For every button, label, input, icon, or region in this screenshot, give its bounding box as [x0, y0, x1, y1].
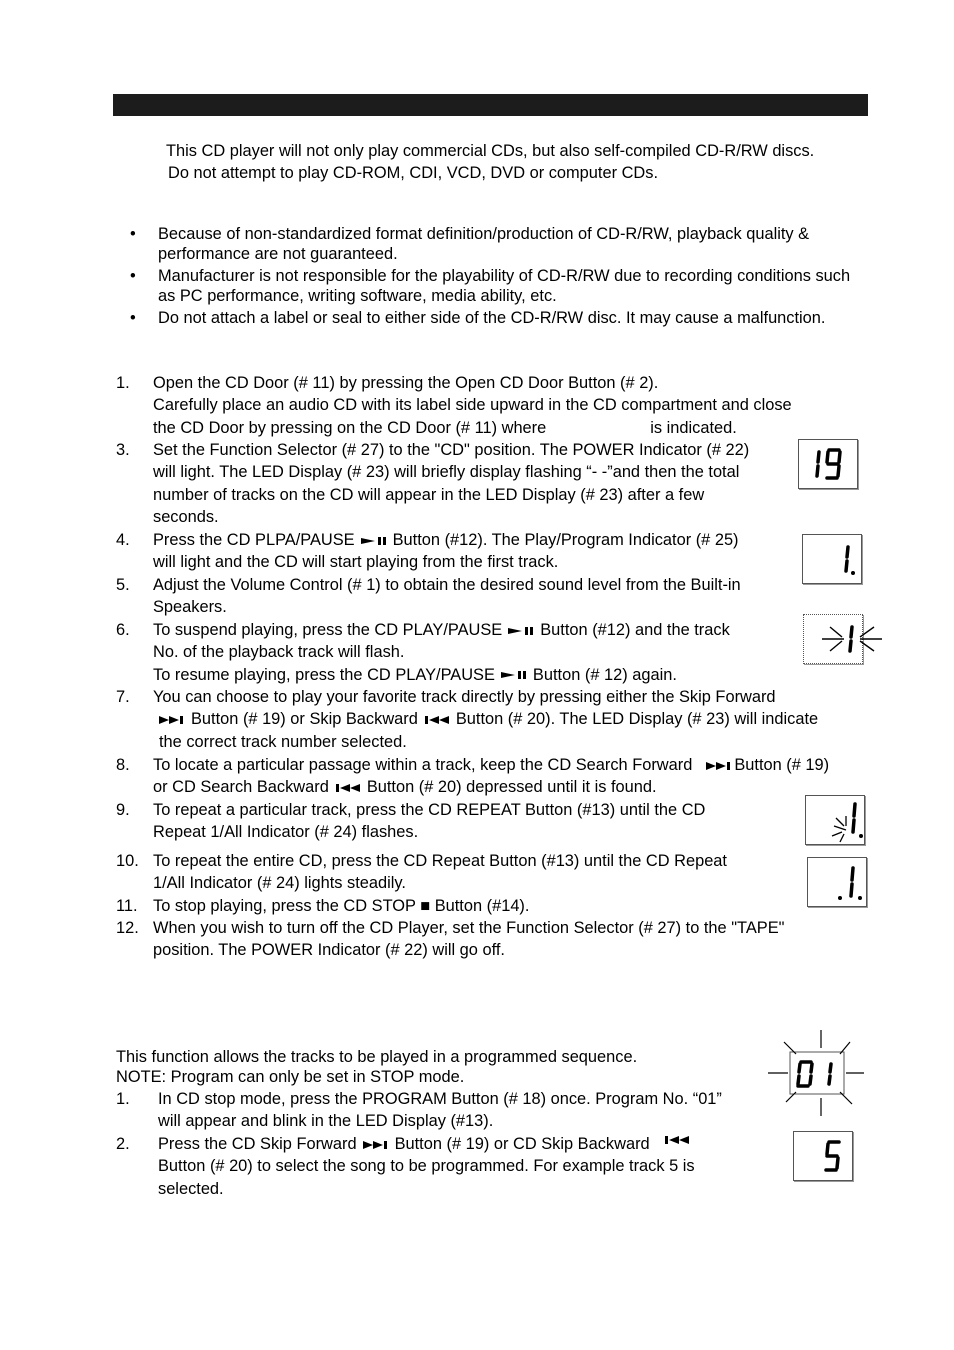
skip-forward-icon: [159, 715, 185, 725]
step-text: Button (# 19): [734, 756, 830, 774]
step-text: the correct track number selected.: [159, 732, 407, 751]
step-number: 4.: [116, 531, 130, 549]
skip-forward-icon: [363, 1140, 389, 1150]
led-display-track-total: [798, 439, 858, 489]
step-number: 11.: [116, 897, 138, 915]
step-text: You can choose to play your favorite track directly by pressing either the Skip Forward: [153, 688, 776, 706]
step-number: 1.: [116, 374, 130, 392]
step-text: Button (# 20) to select the song to be programmed. For example track 5 is: [158, 1157, 695, 1176]
intro-paragraph: [166, 140, 866, 185]
step-number: 7.: [116, 688, 130, 706]
step-text: To resume playing, press the CD PLAY/PAUSE: [153, 665, 495, 684]
list-item: • Manufacturer is not responsible for the playability of CD-R/RW due to recording conditions such as PC performance, writing software, media ability, etc.: [130, 266, 870, 306]
step-number: 3.: [116, 441, 130, 459]
list-item: • Because of non-standardized format definition/production of CD-R/RW, playback quality & performance are not guaranteed.: [130, 224, 870, 264]
step-number: 9.: [116, 801, 130, 819]
step-text: Repeat 1/All Indicator (# 24) flashes.: [153, 823, 419, 842]
step-text: Button (# 19) or Skip Backward: [191, 710, 418, 729]
program-intro-line-1: This function allows the tracks to be played in a programmed sequence.: [116, 1048, 638, 1066]
step-text: To suspend playing, press the CD PLAY/PAUSE: [153, 621, 503, 639]
step-number: 2.: [116, 1135, 130, 1153]
step-number: 5.: [116, 576, 130, 594]
section-header-bar: [113, 94, 868, 116]
step-text: No. of the playback track will flash.: [153, 643, 405, 662]
step-text: To repeat a particular track, press the CD REPEAT Button (#13) until the CD: [153, 801, 706, 819]
step-text: selected.: [158, 1179, 224, 1198]
step-text: Button (#12) and the track: [540, 621, 730, 639]
step-text: Set the Function Selector (# 27) to the "CD" position. The POWER Indicator (# 22): [153, 441, 750, 459]
step-text: Adjust the Volume Control (# 1) to obtain the desired sound level from the Built-in: [153, 576, 741, 594]
step-number: 12.: [116, 919, 139, 937]
led-display-track-pause: [803, 614, 863, 664]
play-pause-icon: [361, 536, 387, 546]
step-text: position. The POWER Indicator (# 22) will go off.: [153, 941, 505, 960]
step-text: Press the CD Skip Forward: [158, 1135, 357, 1153]
skip-backward-icon: [664, 1135, 690, 1145]
list-item: • Do not attach a label or seal to either side of the CD-R/RW disc. It may cause a malfunction.: [130, 308, 870, 328]
intro-line-2: Do not attempt to play CD-ROM, CDI, VCD, DVD or computer CDs.: [168, 164, 659, 183]
step-text: Button (# 20). The LED Display (# 23) will indicate: [455, 710, 819, 729]
step-text: 1/All Indicator (# 24) lights steadily.: [153, 874, 406, 893]
program-note: NOTE: Program can only be set in STOP mode.: [116, 1068, 465, 1087]
step-number: 1.: [116, 1090, 130, 1108]
step-text: Press the CD PLPA/PAUSE: [153, 531, 355, 549]
step-text: number of tracks on the CD will appear in the LED Display (# 23) after a few: [153, 485, 705, 504]
step-text: In CD stop mode, press the PROGRAM Button (# 18) once. Program No. “01”: [158, 1090, 722, 1108]
step-2-text-a: Carefully place an audio CD with its label side upward in the CD compartment and close: [153, 396, 792, 415]
step-text: will light. The LED Display (# 23) will briefly display flashing “- -”and then the total: [153, 463, 740, 482]
step-text: will light and the CD will start playing from the first track.: [153, 553, 559, 572]
step-text: To repeat the entire CD, press the CD Repeat Button (#13) until the CD Repeat: [153, 852, 727, 870]
step-text: When you wish to turn off the CD Player, set the Function Selector (# 27) to the "TAPE": [153, 919, 785, 937]
step-text: To stop playing, press the CD STOP ■ Button (#14).: [153, 897, 530, 915]
step-text: or CD Search Backward: [153, 778, 329, 797]
step-2-text-b: the CD Door by pressing on the CD Door (# 11) where: [153, 418, 547, 437]
play-pause-icon: [508, 626, 534, 636]
led-display-program-no: [768, 1030, 864, 1116]
step-number: 8.: [116, 756, 130, 774]
led-display-repeat-one: [805, 795, 865, 845]
search-forward-icon: [706, 761, 732, 771]
step-text: Button (# 12) again.: [532, 665, 677, 684]
led-display-track-play: [802, 534, 862, 584]
step-text: Button (#12). The Play/Program Indicator (# 25): [392, 531, 739, 549]
step-text: Button (# 20) depressed until it is found.: [366, 778, 657, 797]
step-text: Button (# 19) or CD Skip Backward: [394, 1135, 650, 1153]
cdrw-notes-list: [130, 224, 870, 330]
step-text: Open the CD Door (# 11) by pressing the Open CD Door Button (# 2).: [153, 374, 659, 392]
intro-line-1: This CD player will not only play commercial CDs, but also self-compiled CD-R/RW discs.: [166, 142, 815, 160]
step-text: seconds.: [153, 508, 219, 527]
step-number: 6.: [116, 621, 130, 639]
step-number: 10.: [116, 852, 139, 870]
search-backward-icon: [335, 783, 361, 793]
led-display-repeat-all: [807, 857, 867, 907]
play-pause-icon: [501, 670, 527, 680]
step-text: will appear and blink in the LED Display (#13).: [158, 1112, 494, 1131]
led-display-program-track: [793, 1131, 853, 1181]
skip-backward-icon: [424, 715, 450, 725]
step-text: To locate a particular passage within a track, keep the CD Search Forward: [153, 756, 693, 774]
step-2-text-c: is indicated.: [650, 418, 737, 437]
step-text: Speakers.: [153, 598, 227, 617]
program-intro: [116, 1046, 776, 1089]
